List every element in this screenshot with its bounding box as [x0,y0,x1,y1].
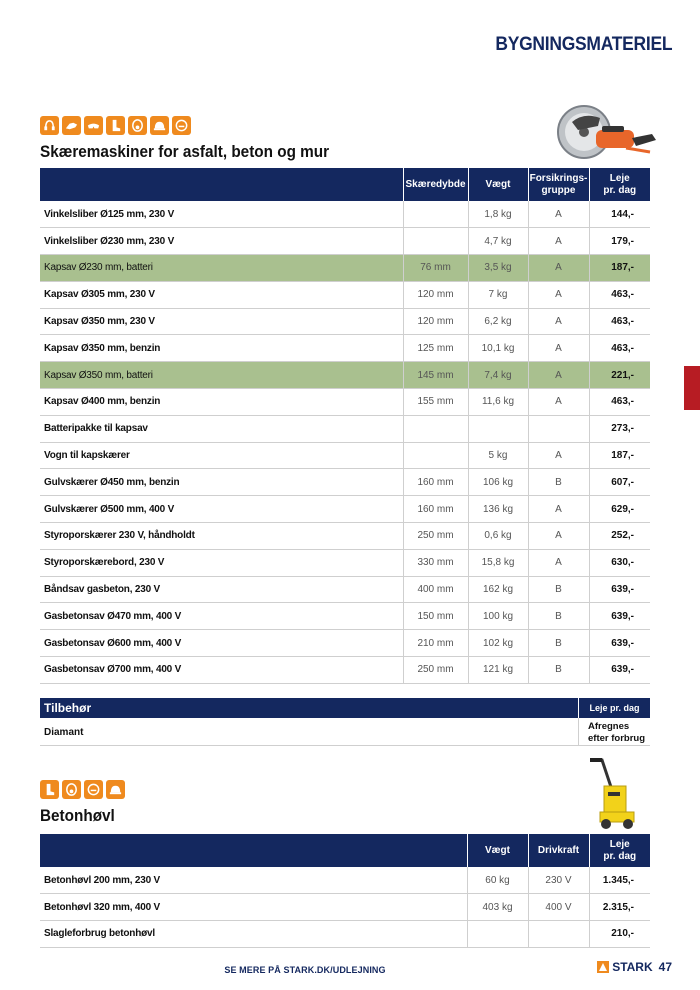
product-name: Gasbetonsav Ø470 mm, 400 V [40,603,403,630]
cut-depth: 145 mm [403,362,468,389]
product-name: Batteripakke til kapsav [40,415,403,442]
rent-price: 2.315,- [589,894,650,921]
accessories-header [40,698,650,718]
cut-depth [403,201,468,228]
table-row [40,469,650,496]
accessory-name: Diamant [44,727,84,738]
col-header-weight: Vægt [468,168,528,201]
insurance-group: B [528,469,589,496]
respirator-icon [128,116,147,135]
product-name: Kapsav Ø400 mm, benzin [40,389,403,416]
product-name: Betonhøvl 200 mm, 230 V [40,867,467,894]
rent-price: 221,- [589,362,650,389]
insurance-group: A [528,281,589,308]
insurance-group: A [528,442,589,469]
rent-price: 630,- [589,549,650,576]
accessories-title: Tilbehør [44,701,92,715]
rent-price: 273,- [589,415,650,442]
goggles-icon [84,116,103,135]
insurance-group [528,415,589,442]
rent-price: 463,- [589,281,650,308]
rent-price: 639,- [589,603,650,630]
table-row [40,630,650,657]
col-header-product [40,168,403,201]
weight: 100 kg [468,603,528,630]
table-row [40,603,650,630]
rent-price: 639,- [589,657,650,684]
page-category-title: BYGNINGSMATERIEL [495,34,672,55]
table-header-row [40,834,650,867]
product-name: Kapsav Ø305 mm, 230 V [40,281,403,308]
rent-price: 210,- [589,921,650,948]
table-row [40,921,650,948]
product-name: Båndsav gasbeton, 230 V [40,576,403,603]
insurance-group: A [528,523,589,550]
accessories-rent-header: Leje pr. dag [578,698,650,718]
weight: 403 kg [467,894,528,921]
concrete-planer-table [40,834,650,948]
safety-icons-row-2 [40,780,125,799]
col-header-product [40,834,467,867]
weight: 162 kg [468,576,528,603]
product-name: Styroporskærebord, 230 V [40,549,403,576]
col-header-cut-depth: Skæredybde [403,168,468,201]
cut-depth: 160 mm [403,469,468,496]
power-source [528,921,589,948]
product-name: Slagleforbrug betonhøvl [40,921,467,948]
weight: 7,4 kg [468,362,528,389]
insurance-group: A [528,335,589,362]
helmet-icon [106,780,125,799]
concrete-planer-image [586,756,642,832]
cut-depth: 250 mm [403,523,468,550]
weight: 60 kg [467,867,528,894]
table-row [40,308,650,335]
weight: 4,7 kg [468,228,528,255]
helmet-icon [150,116,169,135]
rent-price: 179,- [589,228,650,255]
cut-depth: 250 mm [403,657,468,684]
cut-depth: 120 mm [403,308,468,335]
rent-price: 463,- [589,335,650,362]
weight: 6,2 kg [468,308,528,335]
weight: 7 kg [468,281,528,308]
table-row [40,496,650,523]
insurance-group: A [528,549,589,576]
product-name: Vogn til kapskærer [40,442,403,469]
respirator-icon [62,780,81,799]
cut-depth [403,442,468,469]
face-shield-icon [84,780,103,799]
page-number: 47 [658,960,672,974]
insurance-group: A [528,496,589,523]
ear-protection-icon [40,116,59,135]
product-name: Kapsav Ø350 mm, batteri [40,362,403,389]
table-row [40,389,650,416]
weight: 5 kg [468,442,528,469]
col-header-rent-per-day: Leje pr. dag [589,168,650,201]
weight: 106 kg [468,469,528,496]
col-header-rent-per-day: Leje pr. dag [589,834,650,867]
cut-off-saw-image [552,104,662,166]
weight [467,921,528,948]
table-row [40,549,650,576]
power-source: 400 V [528,894,589,921]
footer-brand [597,960,672,974]
cut-depth: 330 mm [403,549,468,576]
boots-icon [106,116,125,135]
cut-depth: 125 mm [403,335,468,362]
table-row [40,255,650,282]
accessories-row [40,718,650,746]
insurance-group: B [528,657,589,684]
rent-price: 252,- [589,523,650,550]
rent-price: 639,- [589,630,650,657]
table-row [40,657,650,684]
weight: 15,8 kg [468,549,528,576]
insurance-group: A [528,228,589,255]
section-title-cutting-machines: Skæremaskiner for asfalt, beton og mur [40,142,330,161]
rent-price: 187,- [589,442,650,469]
rent-price: 187,- [589,255,650,282]
brand-name: STARK [612,960,653,974]
col-header-power: Drivkraft [528,834,589,867]
insurance-group: A [528,308,589,335]
table-row [40,281,650,308]
weight: 121 kg [468,657,528,684]
gloves-icon [62,116,81,135]
table-row [40,362,650,389]
product-name: Vinkelsliber Ø125 mm, 230 V [40,201,403,228]
product-name: Betonhøvl 320 mm, 400 V [40,894,467,921]
power-source: 230 V [528,867,589,894]
insurance-group: A [528,201,589,228]
rent-price: 463,- [589,389,650,416]
cut-depth [403,415,468,442]
insurance-group: B [528,576,589,603]
table-row [40,201,650,228]
product-name: Vinkelsliber Ø230 mm, 230 V [40,228,403,255]
rent-price: 639,- [589,576,650,603]
weight [468,415,528,442]
table-row [40,523,650,550]
table-row [40,415,650,442]
cut-depth: 160 mm [403,496,468,523]
stark-logo-icon [597,961,609,973]
weight: 3,5 kg [468,255,528,282]
product-name: Kapsav Ø230 mm, batteri [40,255,403,282]
product-name: Gulvskærer Ø450 mm, benzin [40,469,403,496]
cut-depth: 210 mm [403,630,468,657]
col-header-insurance-group: Forsikrings- gruppe [528,168,589,201]
insurance-group: B [528,630,589,657]
product-name: Gasbetonsav Ø600 mm, 400 V [40,630,403,657]
section-tab-marker [684,366,700,410]
insurance-group: B [528,603,589,630]
weight: 1,8 kg [468,201,528,228]
insurance-group: A [528,389,589,416]
section-title-concrete-planer: Betonhøvl [40,806,115,825]
product-name: Kapsav Ø350 mm, benzin [40,335,403,362]
rent-price: 607,- [589,469,650,496]
table-header-row [40,168,650,201]
rent-price: 463,- [589,308,650,335]
cut-depth: 76 mm [403,255,468,282]
table-row [40,335,650,362]
insurance-group: A [528,362,589,389]
cut-depth: 120 mm [403,281,468,308]
rent-price: 629,- [589,496,650,523]
weight: 11,6 kg [468,389,528,416]
insurance-group: A [528,255,589,282]
cut-depth [403,228,468,255]
table-row [40,442,650,469]
table-row [40,867,650,894]
footer-more-info-link[interactable]: SE MERE PÅ STARK.DK/UDLEJNING [224,965,386,975]
table-row [40,894,650,921]
product-name: Gulvskærer Ø500 mm, 400 V [40,496,403,523]
weight: 0,6 kg [468,523,528,550]
col-header-weight: Vægt [467,834,528,867]
cut-depth: 155 mm [403,389,468,416]
weight: 10,1 kg [468,335,528,362]
rent-price: 1.345,- [589,867,650,894]
table-row [40,228,650,255]
cut-depth: 150 mm [403,603,468,630]
weight: 102 kg [468,630,528,657]
accessory-price: Afregnes efter forbrug [578,718,650,746]
rent-price: 144,- [589,201,650,228]
cut-depth: 400 mm [403,576,468,603]
table-row [40,576,650,603]
face-shield-icon [172,116,191,135]
cutting-machines-table [40,168,650,684]
boots-icon [40,780,59,799]
product-name: Styroporskærer 230 V, håndholdt [40,523,403,550]
product-name: Gasbetonsav Ø700 mm, 400 V [40,657,403,684]
product-name: Kapsav Ø350 mm, 230 V [40,308,403,335]
weight: 136 kg [468,496,528,523]
safety-icons-row [40,116,191,135]
